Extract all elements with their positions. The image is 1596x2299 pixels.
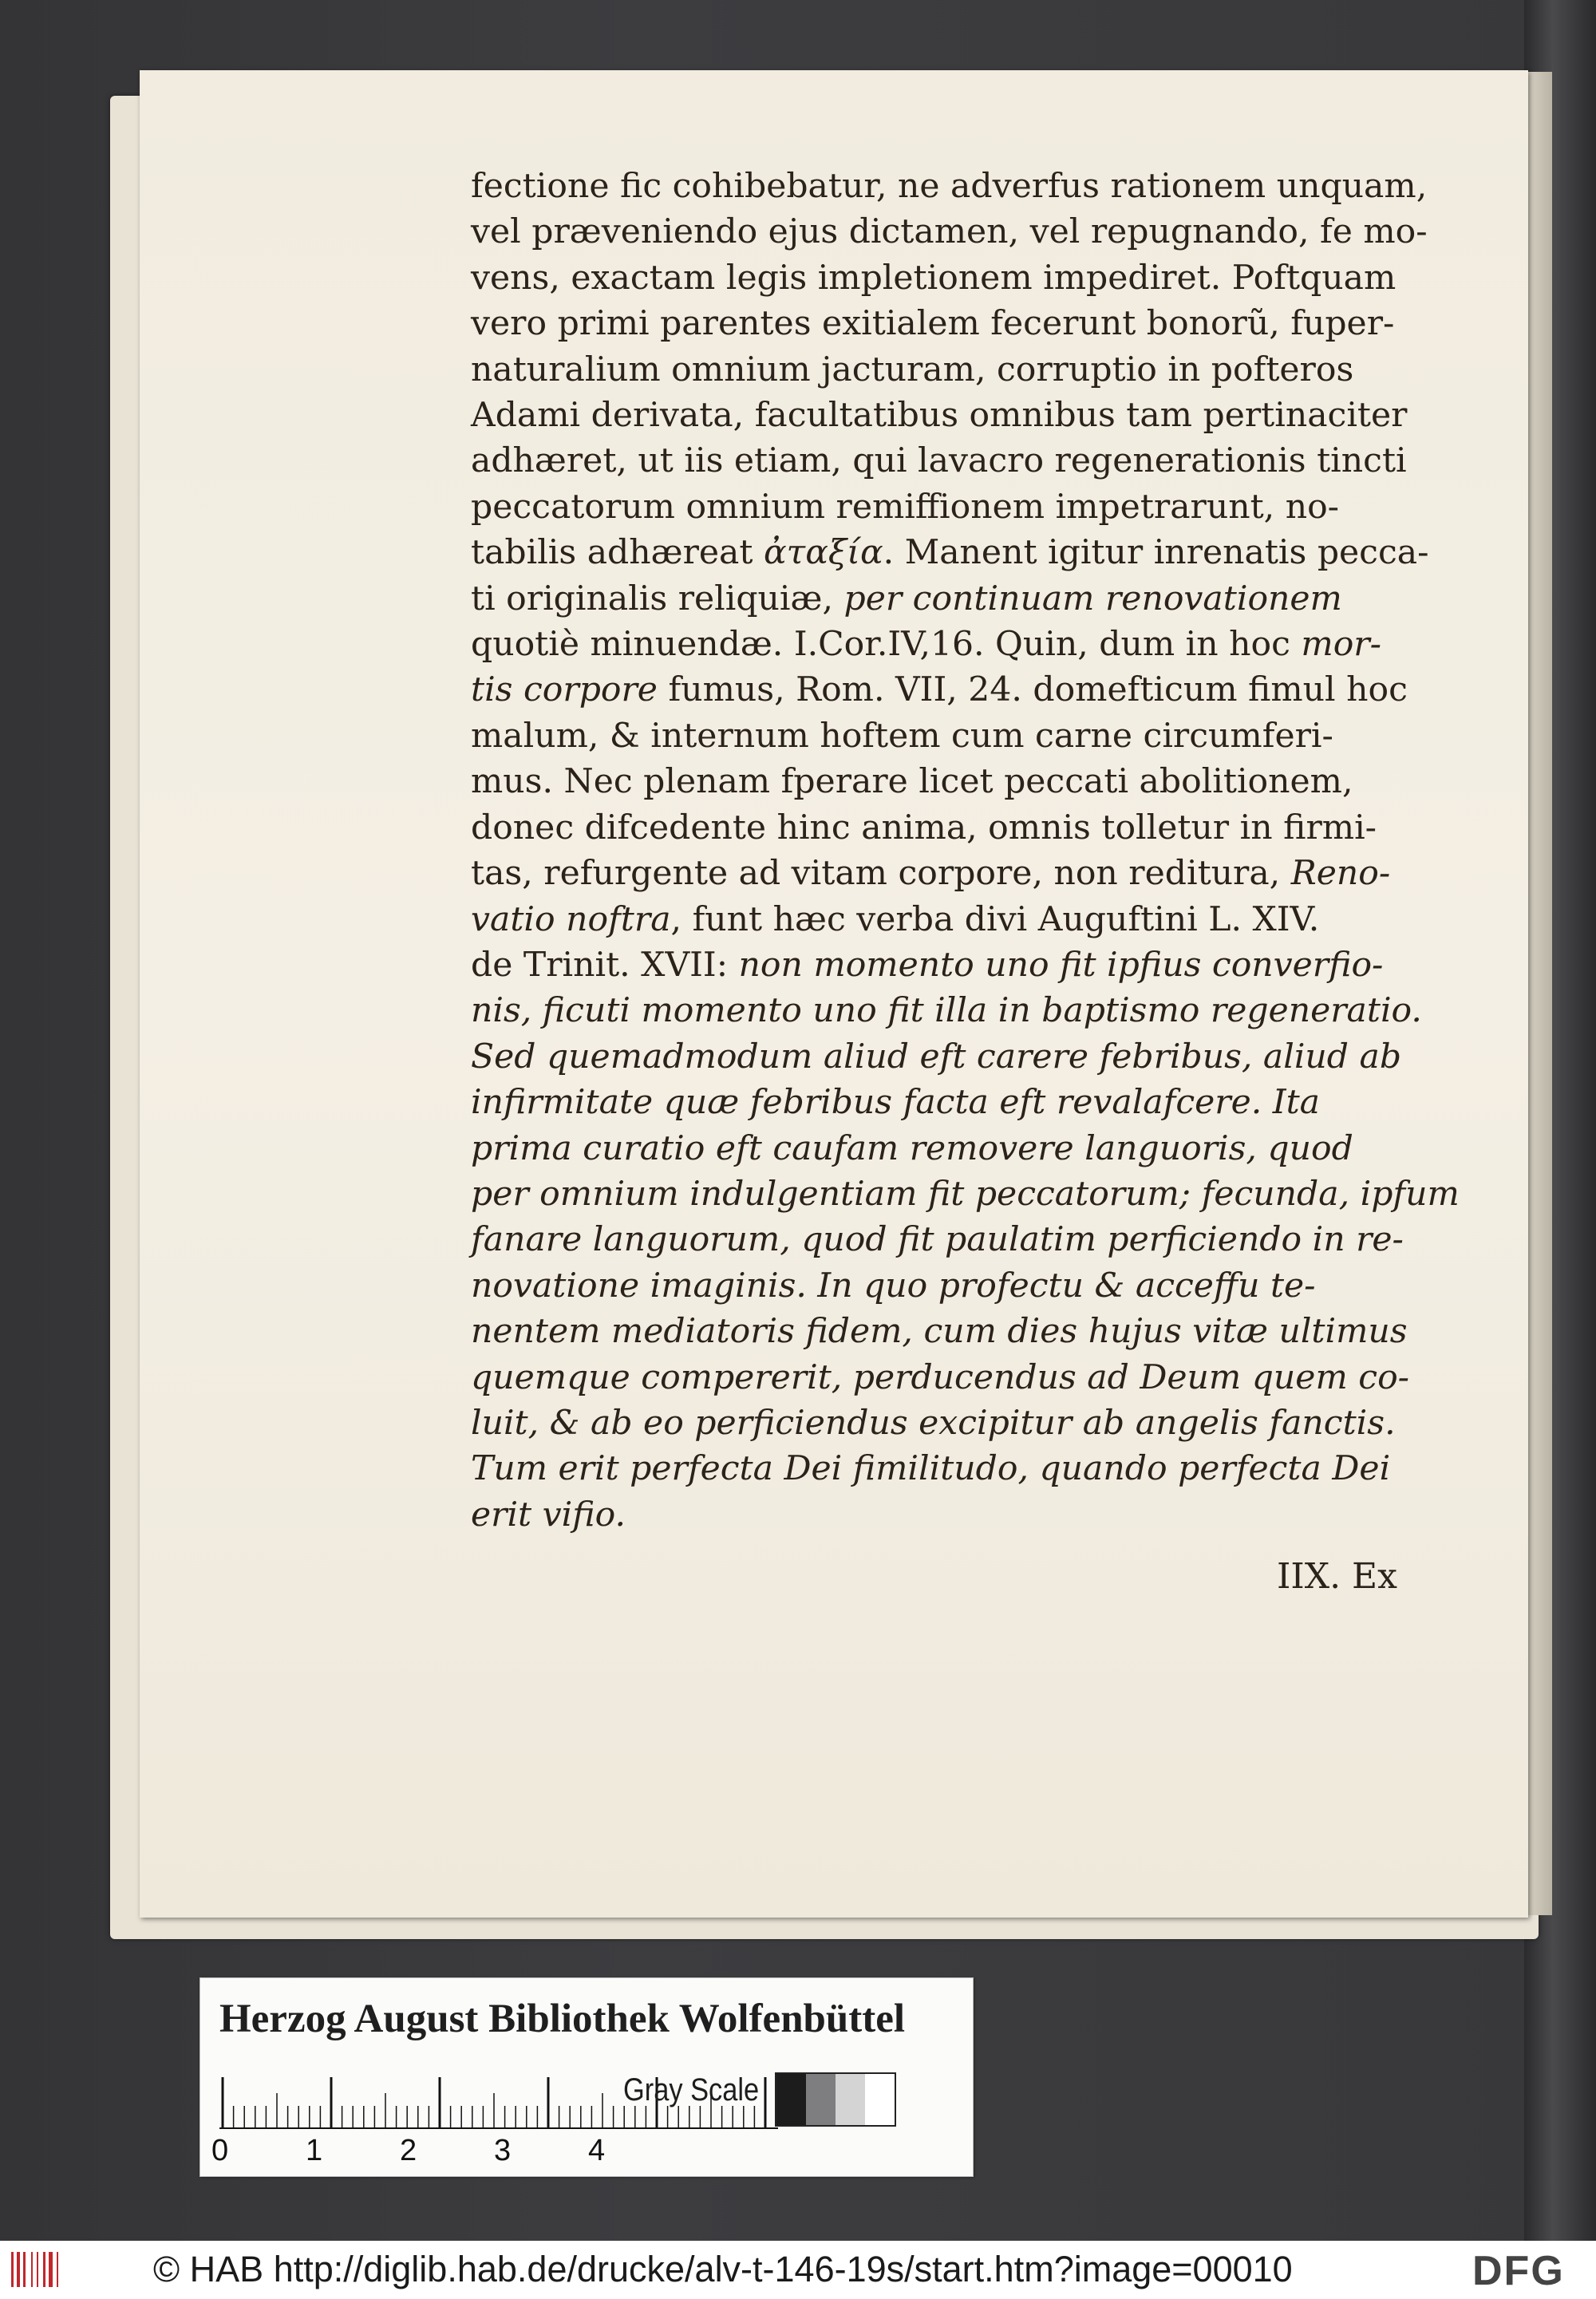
roman-text: vens, exactam legis impletionem impediret. Poftquam <box>471 258 1396 298</box>
gray-swatch <box>776 2074 806 2125</box>
italic-text: Sed quemadmodum aliud eft carere febribus, aliud ab <box>471 1037 1402 1076</box>
roman-text: Adami derivata, facultatibus omnibus tam pertinaciter <box>471 396 1408 436</box>
roman-text: ti originalis reliquiæ, <box>471 579 844 618</box>
text-line <box>471 1034 1428 1080</box>
ruler-number: 2 <box>400 2134 417 2167</box>
roman-text: vel præveniendo ejus dictamen, vel repugnando, fe mo- <box>471 212 1428 252</box>
italic-text: ἀταξία <box>763 533 883 573</box>
text-line <box>471 1080 1428 1125</box>
italic-text: per continuam renovationem <box>843 579 1342 618</box>
roman-text: malum, & internum hoftem cum carne circumferi- <box>471 716 1333 756</box>
text-line <box>471 1126 1428 1171</box>
italic-text: luit, & ab eo perficiendus excipitur ab angelis fanctis. <box>471 1403 1396 1443</box>
footer-bar <box>0 2241 1596 2299</box>
text-line <box>471 1263 1428 1309</box>
roman-text: vero primi parentes exitialem fecerunt bonorũ, fuper- <box>471 304 1395 344</box>
text-line <box>471 805 1428 851</box>
roman-text: fectione fic cohibebatur, ne adverfus rationem unquam, <box>471 167 1428 206</box>
italic-text: vatio noftra <box>471 899 671 939</box>
roman-text: mus. Nec plenam fperare licet peccati abolitionem, <box>471 762 1353 802</box>
text-line <box>471 667 1428 713</box>
roman-text: de Trinit. XVII: <box>471 945 739 985</box>
text-line <box>471 897 1428 942</box>
library-name: Herzog August Bibliothek Wolfenbüttel <box>219 1997 906 2041</box>
text-line <box>471 255 1428 301</box>
text-line <box>471 393 1428 438</box>
roman-text: tas, refurgente ad vitam corpore, non reditura, <box>471 854 1291 894</box>
text-line <box>471 988 1428 1033</box>
italic-text: mor- <box>1301 625 1381 665</box>
gray-scale-swatch <box>775 2072 896 2127</box>
ruler-number: 0 <box>211 2134 229 2167</box>
text-line <box>471 1217 1428 1262</box>
italic-text: non momento uno fit ipfius converfio- <box>738 945 1384 985</box>
roman-text: . Manent igitur inrenatis pecca- <box>883 533 1429 573</box>
text-line <box>471 484 1428 530</box>
italic-text: erit vifio. <box>471 1495 626 1535</box>
gray-swatch <box>836 2074 865 2125</box>
text-line <box>471 1355 1428 1400</box>
text-line <box>471 713 1428 759</box>
italic-text: Tum erit perfecta Dei fimilitudo, quando perfecta Dei <box>471 1449 1391 1489</box>
italic-text: tis corpore <box>471 670 658 710</box>
italic-text: Reno- <box>1290 854 1391 894</box>
roman-text: quotiè minuendæ. I.Cor.IV,16. Quin, dum in hoc <box>471 625 1302 665</box>
text-line <box>471 209 1428 255</box>
ruler-number: 1 <box>306 2134 323 2167</box>
text-line <box>471 530 1428 575</box>
roman-text: peccatorum omnium remiffionem impetrarunt, no- <box>471 487 1340 527</box>
italic-text: nis, ficuti momento uno fit illa in baptismo regeneratio. <box>471 991 1422 1031</box>
italic-text: infirmitate quæ febribus facta eft revalafcere. Ita <box>471 1083 1320 1123</box>
text-line <box>471 1171 1460 1217</box>
italic-text: nentem mediatoris fidem, cum dies hujus vitæ ultimus <box>471 1312 1408 1352</box>
roman-text: , funt hæc verba divi Auguftini L. XIV. <box>670 899 1320 939</box>
text-line <box>471 347 1428 393</box>
italic-text: fanare languorum, quod fit paulatim perficiendo in re- <box>471 1220 1404 1260</box>
ruler-number: 4 <box>588 2134 606 2167</box>
italic-text: novatione imaginis. In quo profectu & acceffu te- <box>471 1266 1316 1306</box>
text-line <box>471 1309 1428 1354</box>
page-text <box>471 164 1460 1538</box>
barcode-icon <box>11 2252 69 2287</box>
italic-text: per omnium indulgentiam fit peccatorum; fecunda, ipfum <box>471 1174 1460 1214</box>
catchword: IIX. Ex <box>1277 1556 1397 1597</box>
text-line <box>471 1492 1428 1538</box>
roman-text: tabilis adhæreat <box>471 533 764 573</box>
ruler-number: 3 <box>494 2134 512 2167</box>
text-line <box>471 576 1428 622</box>
text-line <box>471 164 1428 209</box>
dfg-logo: DFG <box>1472 2248 1565 2294</box>
roman-text: fumus, Rom. VII, 24. domefticum fimul hoc <box>657 670 1408 710</box>
roman-text: donec difcedente hinc anima, omnis tolletur in firmi- <box>471 808 1377 847</box>
text-line <box>471 851 1428 896</box>
italic-text: quemque compererit, perducendus ad Deum quem co- <box>471 1357 1410 1397</box>
ruler-numbers <box>211 2134 818 2166</box>
next-page-edge <box>1528 72 1552 1915</box>
roman-text: naturalium omnium jacturam, corruptio in pofteros <box>471 350 1354 389</box>
italic-text: prima curatio eft caufam removere languoris, quod <box>471 1128 1353 1168</box>
text-line <box>471 1400 1428 1446</box>
copyright-url[interactable]: © HAB http://diglib.hab.de/drucke/alv-t-146-19s/start.htm?image=00010 <box>153 2249 1293 2289</box>
text-line <box>471 759 1428 804</box>
text-line <box>471 438 1428 484</box>
gray-swatch <box>806 2074 836 2125</box>
reference-card <box>200 1977 974 2177</box>
text-line <box>471 1446 1428 1491</box>
text-line <box>471 942 1428 988</box>
roman-text: adhæret, ut iis etiam, qui lavacro regenerationis tincti <box>471 441 1407 481</box>
text-line <box>471 301 1428 346</box>
gray-scale-label: Gray Scale <box>623 2072 760 2107</box>
text-line <box>471 622 1428 667</box>
gray-swatch <box>865 2074 895 2125</box>
